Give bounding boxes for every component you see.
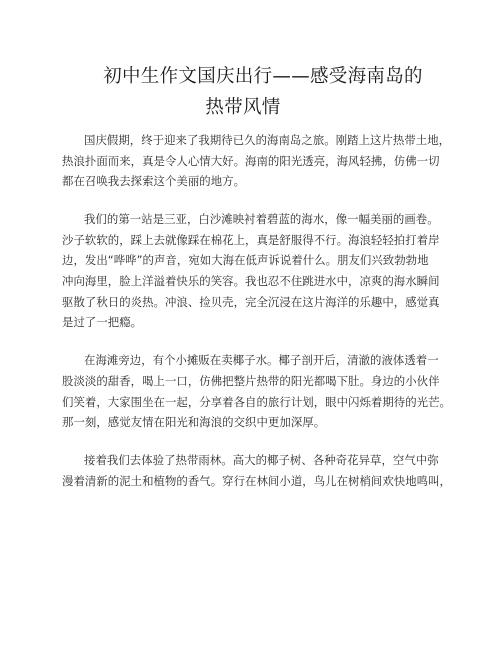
paragraph-1-line-3: 都在召唤我去探索这个美丽的地方。: [62, 174, 246, 189]
paragraph-1-line-2: 热浪扑面而来，真是令人心情大好。海南的阳光透亮，海风轻拂，仿佛一切: [62, 153, 440, 168]
paragraph-3-line-2: 股淡淡的甜香，喝上一口，仿佛把整片热带的阳光都喝下肚。身边的小伙伴: [62, 373, 440, 388]
paragraph-4-line-2: 漫着清新的泥土和植物的香气。穿行在林间小道，鸟儿在树梢间欢快地鸣叫，: [62, 473, 451, 488]
document-body: [62, 130, 454, 491]
paragraph-2-line-2: 沙子软软的，踩上去就像踩在棉花上，真是舒服得不行。海浪轻轻拍打着岸: [62, 232, 440, 247]
paragraph-1-line-1: 国庆假期，终于迎来了我期待已久的海南岛之旅。刚踏上这片热带土地，: [84, 133, 451, 147]
paragraph-2-line-4: 冲向海里，脸上洋溢着快乐的笑容。我也忍不住跳进水中，凉爽的海水瞬间: [62, 274, 440, 289]
paragraph-2-line-1: 我们的第一站是三亚，白沙滩映衬着碧蓝的海水，像一幅美丽的画卷。: [84, 212, 439, 227]
paragraph-3-line-4: 那一刻，感觉友情在阳光和海浪的交织中更加深厚。: [62, 415, 326, 430]
paragraph-gap: [62, 192, 454, 210]
paragraph-3-line-3: 们笑着，大家围坐在一起，分享着各自的旅行计划，眼中闪烁着期待的光芒。: [62, 394, 451, 409]
paragraph-4-line-1: 接着我们去体验了热带雨林。高大的椰子树、各种奇花异草，空气中弥: [84, 453, 439, 468]
paragraph-2-line-3: 边，发出“哗哗”的声音，宛如大海在低声诉说着什么。朋友们兴致勃勃地: [62, 253, 429, 268]
paragraph-3-line-1: 在海滩旁边，有个小摊贩在卖椰子水。椰子剖开后，清澈的液体透着一: [84, 353, 439, 368]
paragraph-gap: [62, 433, 454, 451]
document-title-line-2: 热带风情: [205, 97, 281, 118]
paragraph-gap: [62, 333, 454, 351]
paragraph-2-line-6: 是过了一把瘾。: [62, 315, 143, 330]
paragraph-2-line-5: 驱散了秋日的炎热。冲浪、捡贝壳，完全沉浸在这片海洋的乐趣中，感觉真: [62, 294, 440, 309]
document-title-line-1: 初中生作文国庆出行——感受海南岛的: [103, 66, 423, 87]
